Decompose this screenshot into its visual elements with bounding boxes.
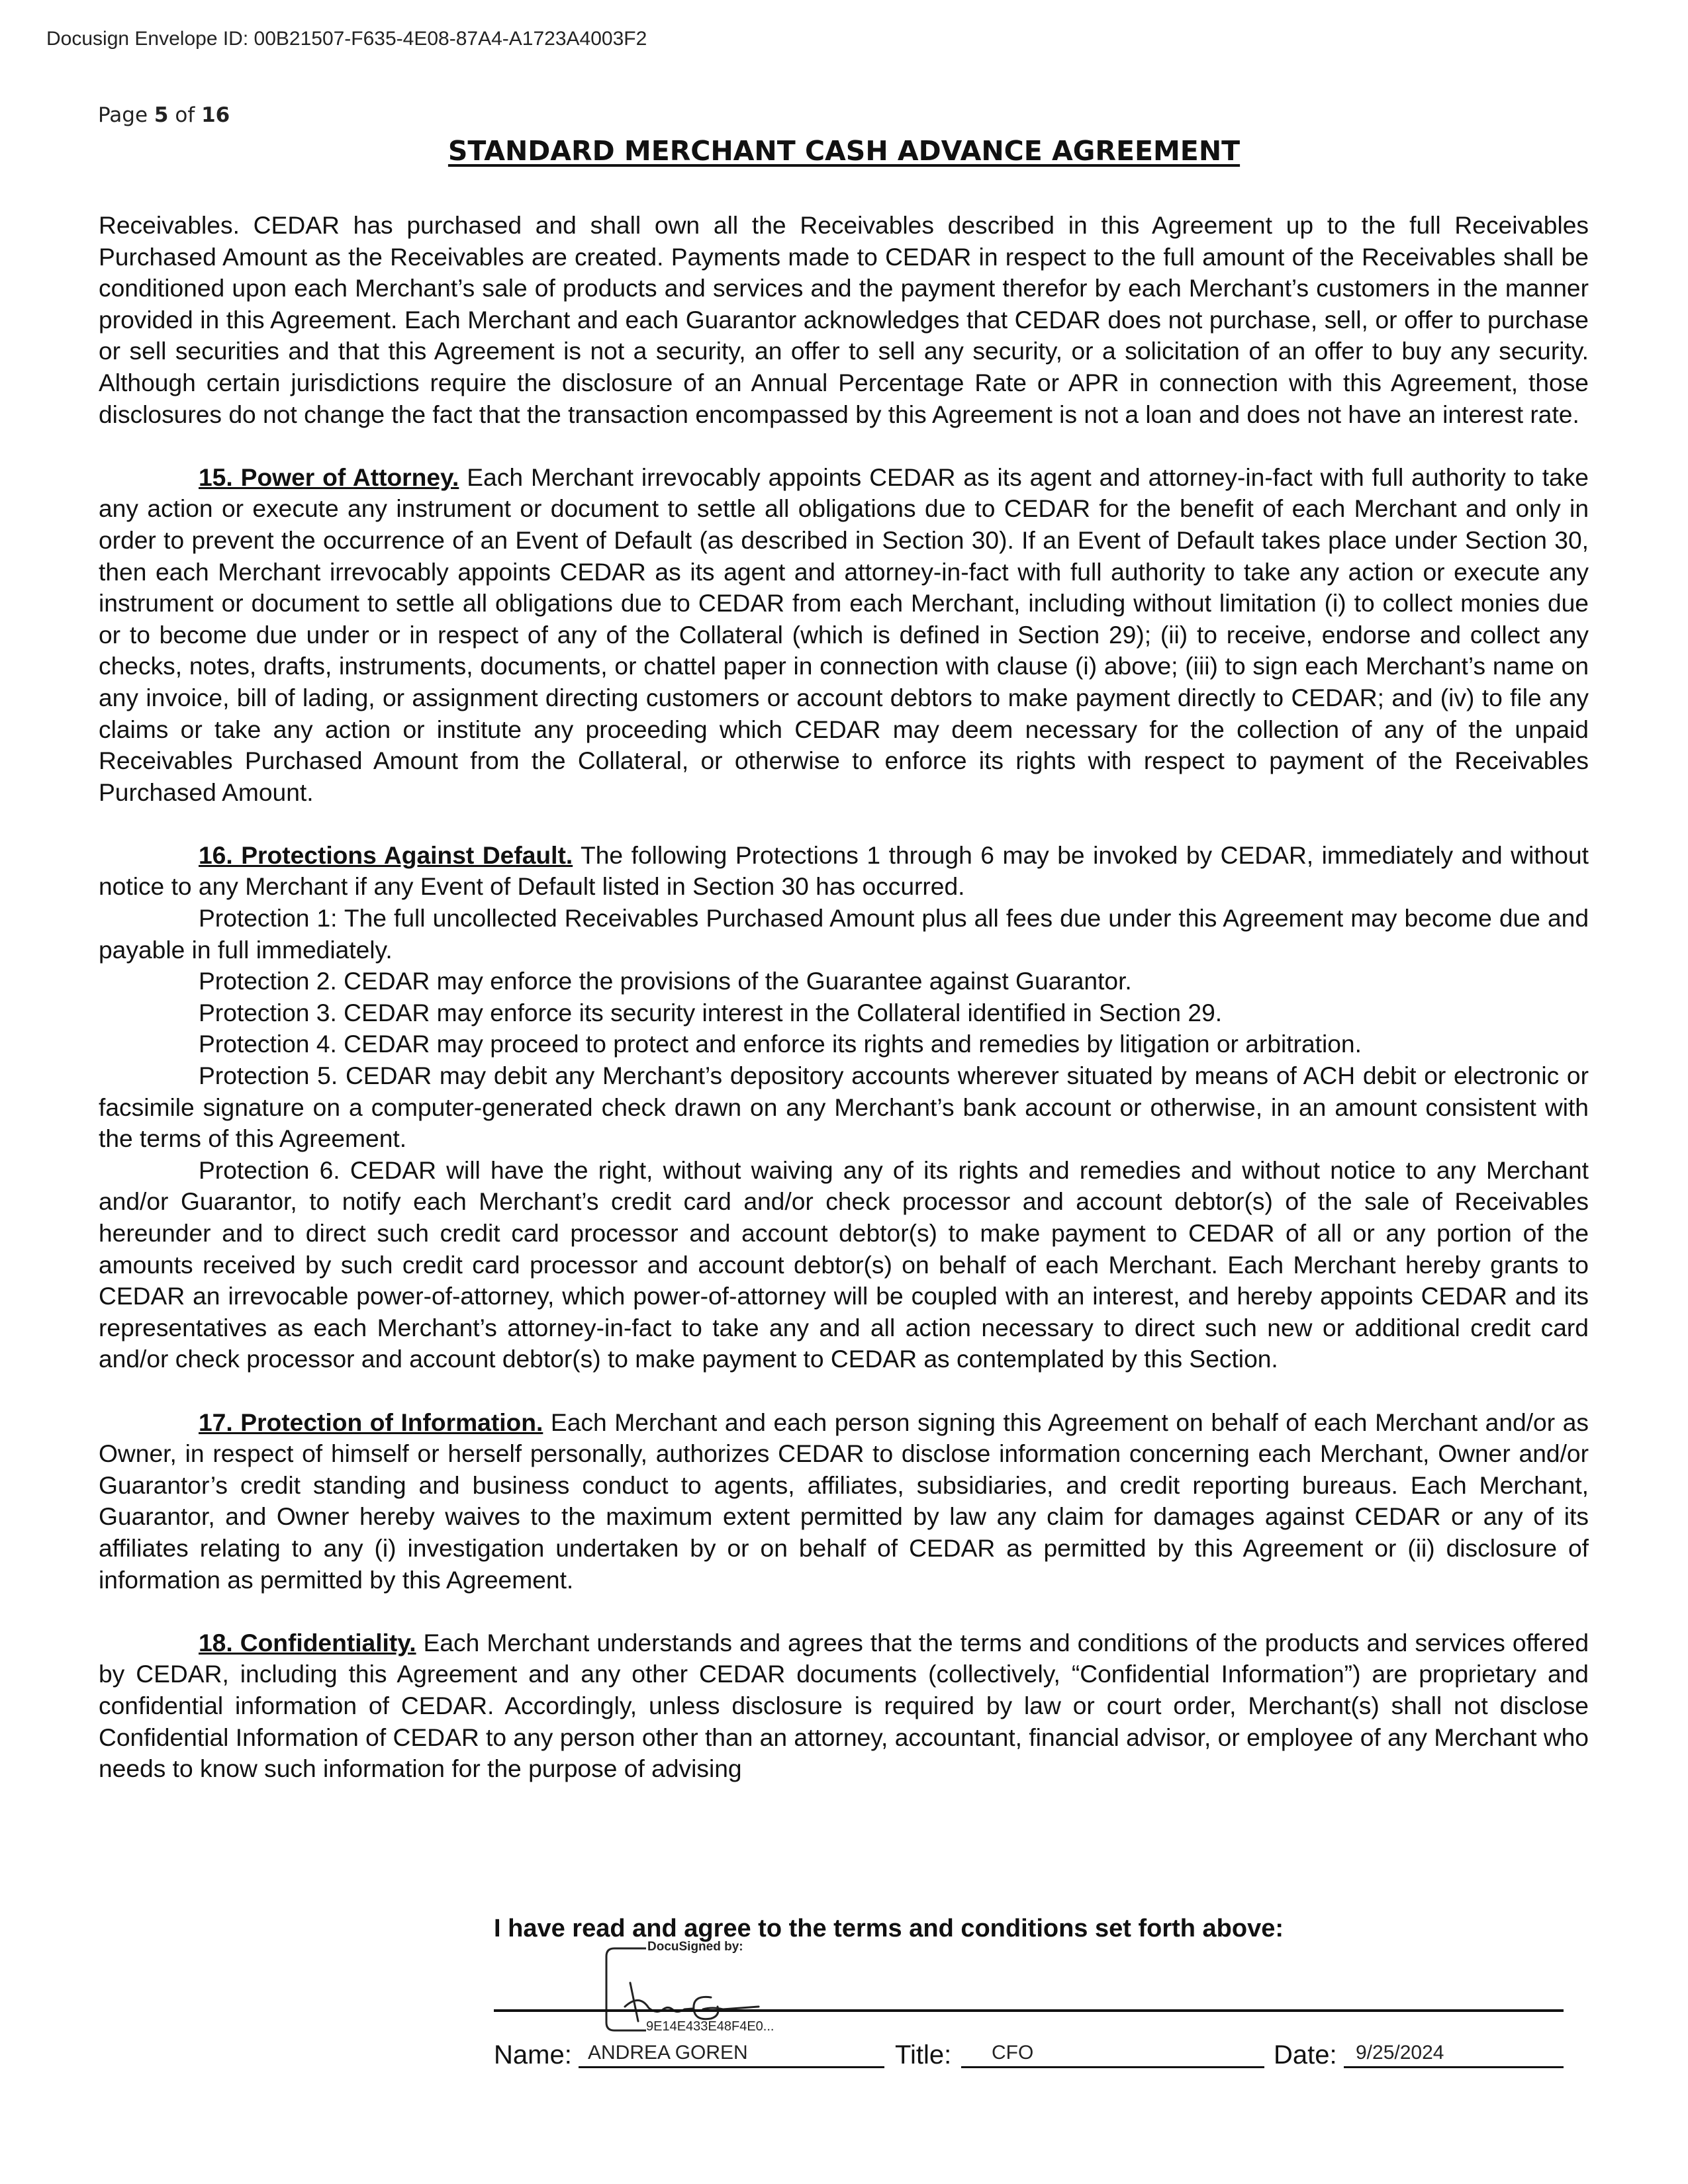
date-value: 9/25/2024 <box>1356 2042 1444 2064</box>
page-current: 5 <box>154 103 169 127</box>
page-total: 16 <box>201 103 230 127</box>
envelope-id: Docusign Envelope ID: 00B21507-F635-4E08-87A4-A1723A4003F2 <box>46 28 647 50</box>
date-label: Date: <box>1274 2040 1337 2070</box>
signature-line <box>494 2009 1564 2012</box>
page-number <box>98 103 230 127</box>
protection-1: Protection 1: The full uncollected Receivables Purchased Amount plus all fees due under this Agreement may become due and payable in full immediately. <box>99 904 1589 964</box>
protection-2: Protection 2. CEDAR may enforce the provisions of the Guarantee against Guarantor. <box>199 967 1132 995</box>
section-18-heading: 18. Confidentiality. <box>199 1628 416 1657</box>
section-18 <box>99 1627 1589 1785</box>
section-18-text: Each Merchant understands and agrees that the terms and conditions of the products and services offered by CEDAR, including this Agreement and any other CEDAR documents (collectively, “Confidential Information”) are proprietary and confidential information of CEDAR. Accordingly, unless disclosure is required by law or court order, Merchant(s) shall not disclose Confidential Information of CEDAR to any person other than an attorney, accountant, financial advisor, or employee of any Merchant who needs to know such information for the purpose of advising <box>99 1628 1589 1783</box>
signature-heading: I have read and agree to the terms and conditions set forth above: <box>494 1915 1284 1942</box>
name-label: Name: <box>494 2040 572 2070</box>
stamp-bracket <box>606 1948 646 2030</box>
continuation-paragraph: Receivables. CEDAR has purchased and shall own all the Receivables described in this Agreement up to the full Receivables Purchased Amount as the Receivables are created. Payments made to CEDAR in respect to the full amount of the Receivables shall be conditioned upon each Merchant’s sale of products and services and the payment therefor by each Merchant’s customers in the manner provided in this Agreement. Each Merchant and each Guarantor acknowledges that CEDAR does not purchase, sell, or offer to purchase or sell securities and that this Agreement is not a security, an offer to sell any security, or a solicitation of an offer to buy any security. Although certain jurisdictions require the disclosure of an Annual Percentage Rate or APR in connection with this Agreement, those disclosures do not change the fact that the transaction encompassed by this Agreement is not a loan and does not have an interest rate. <box>99 211 1589 428</box>
name-value: ANDREA GOREN <box>588 2042 748 2064</box>
section-17-heading: 17. Protection of Information. <box>199 1408 543 1436</box>
handwritten-signature <box>625 1983 759 2021</box>
document-title: STANDARD MERCHANT CASH ADVANCE AGREEMENT <box>447 135 1241 167</box>
page-label: Page <box>98 103 148 127</box>
section-17-text: Each Merchant and each person signing this Agreement on behalf of each Merchant and/or as Owner, in respect of himself or herself personally, authorizes CEDAR to disclose information concerning each Merchant, Owner and/or Guarantor’s credit standing and business conduct to agents, affiliates, subsidiaries, and credit reporting bureaus. Each Merchant, Guarantor, and Owner hereby waives to the maximum extent permitted by law any claim for damages against CEDAR or any of its affiliates relating to any (i) investigation undertaken by or on behalf of CEDAR as permitted by this Agreement or (ii) disclosure of information as permitted by this Agreement. <box>99 1408 1589 1594</box>
protection-5: Protection 5. CEDAR may debit any Merchant’s depository accounts wherever situated by means of ACH debit or electronic or facsimile signature on a computer-generated check drawn on any Merchant’s bank account or otherwise, in an amount consistent with the terms of this Agreement. <box>99 1062 1589 1153</box>
section-16-heading: 16. Protections Against Default. <box>199 841 573 869</box>
signer-id: 9E14E433E48F4E0... <box>646 2019 774 2034</box>
section-16-text: The following Protections 1 through 6 may be invoked by CEDAR, immediately and without notice to any Merchant if any Event of Default listed in Section 30 has occurred. <box>99 841 1589 901</box>
protection-6: Protection 6. CEDAR will have the right, without waiving any of its rights and remedies and without notice to any Merchant and/or Guarantor, to notify each Merchant’s credit card and/or check processor and account debtor(s) of the sale of Receivables hereunder and to direct such credit card processor and account debtor(s) to make payment to CEDAR of all or any portion of the amounts received by such credit card processor and account debtor(s) on behalf of each Merchant. Each Merchant hereby grants to CEDAR an irrevocable power-of-attorney, which power-of-attorney will be coupled with an interest, and hereby appoints CEDAR and its representatives as each Merchant’s attorney-in-fact to take any and all action necessary to direct such new or additional credit card and/or check processor and account debtor(s) to make payment to CEDAR as contemplated by this Section. <box>99 1156 1589 1373</box>
protection-3: Protection 3. CEDAR may enforce its security interest in the Collateral identified in Section 29. <box>199 998 1223 1026</box>
title-value: CFO <box>992 2042 1034 2064</box>
section-16 <box>99 840 1589 903</box>
section-15-heading: 15. Power of Attorney. <box>199 463 459 491</box>
title-underline <box>961 2066 1264 2068</box>
section-15 <box>99 462 1589 809</box>
document-body <box>99 210 1589 1785</box>
page-of: of <box>175 103 195 127</box>
section-17 <box>99 1407 1589 1596</box>
name-underline <box>579 2066 884 2068</box>
title-label: Title: <box>895 2040 952 2070</box>
section-15-text: Each Merchant irrevocably appoints CEDAR as its agent and attorney-in-fact with full authority to take any action or execute any instrument or document to settle all obligations due to CEDAR for the benefit of each Merchant and only in order to prevent the occurrence of an Event of Default (as described in Section 30). If an Event of Default takes place under Section 30, then each Merchant irrevocably appoints CEDAR as its agent and attorney-in-fact with full authority to take any action or execute any instrument or document to settle all obligations due to CEDAR from each Merchant, including without limitation (i) to collect monies due or to become due under or in respect of any of the Collateral (which is defined in Section 29); (ii) to receive, endorse and collect any checks, notes, drafts, instruments, documents, or chattel paper in connection with clause (i) above; (iii) to sign each Merchant’s name on any invoice, bill of lading, or assignment directing customers or account debtors to make payment directly to CEDAR; and (iv) to file any claims or take any action or institute any proceeding which CEDAR may deem necessary for the collection of any of the unpaid Receivables Purchased Amount from the Collateral, or otherwise to enforce its rights with respect to payment of the Receivables Purchased Amount. <box>99 463 1589 806</box>
docusigned-label: DocuSigned by: <box>647 1940 743 1954</box>
date-underline <box>1344 2066 1564 2068</box>
protection-4: Protection 4. CEDAR may proceed to protect and enforce its rights and remedies by litigation or arbitration. <box>199 1030 1362 1058</box>
